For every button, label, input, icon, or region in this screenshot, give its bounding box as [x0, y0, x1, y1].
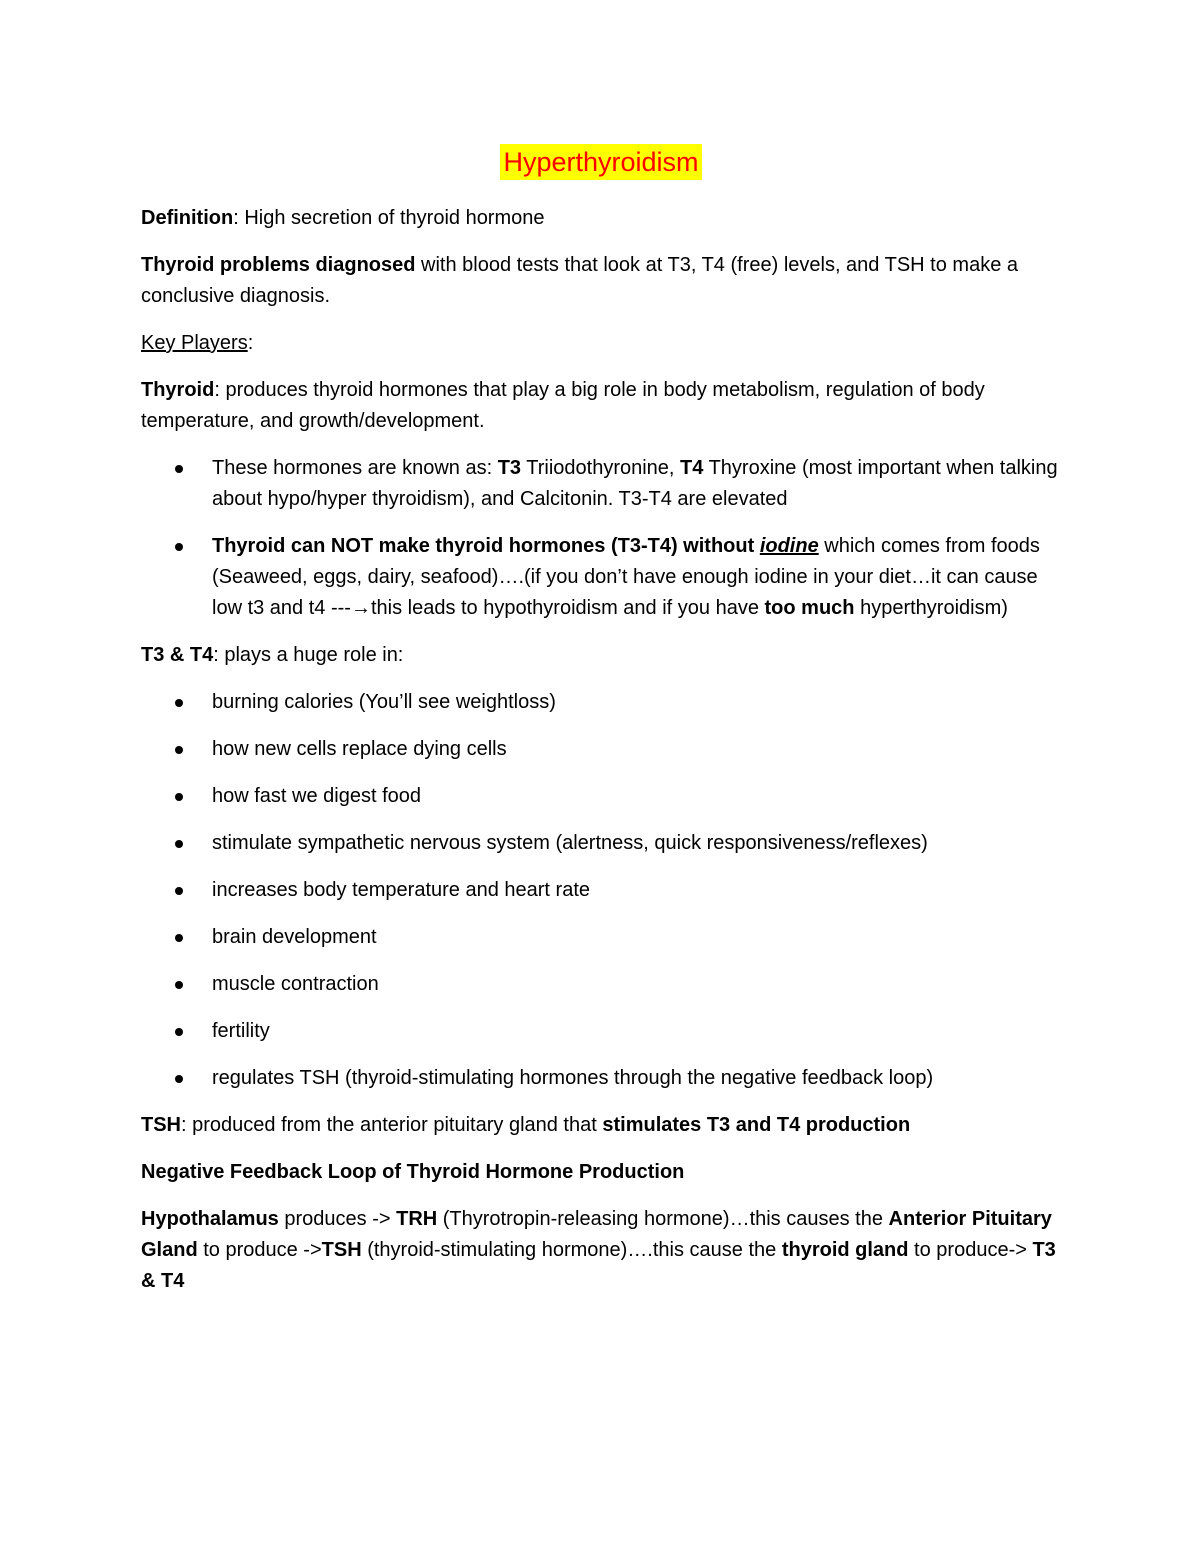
role-text: muscle contraction [212, 973, 379, 995]
list-item [141, 453, 1061, 515]
tsh-bold: stimulates T3 and T4 production [602, 1114, 911, 1136]
bullet-icon [175, 981, 183, 989]
definition-text: High secretion of thyroid hormone [244, 207, 545, 229]
bullet-icon [175, 699, 183, 707]
list-item [141, 734, 1061, 765]
iodine-emphasis: iodine [759, 535, 819, 557]
t3t4-bold: T3 & T4 [141, 1239, 1056, 1292]
bullet-icon [175, 887, 183, 895]
bullet-text: Thyroxine (most important when talking about hypo/hyper thyroidism), and Calcitonin. T3-T4 are elevated [212, 457, 1058, 510]
page-title: Hyperthyroidism [500, 144, 701, 180]
feedback-text: produces -> [278, 1208, 397, 1230]
list-item [141, 875, 1061, 906]
bullet-icon [175, 746, 183, 754]
list-item [141, 828, 1061, 859]
definition-label: Definition [141, 207, 234, 229]
bullet-text: this leads to hypothyroidism and if you have [370, 597, 765, 619]
anterior-pituitary-bold: Anterior Pituitary Gland [141, 1208, 1052, 1261]
thyroid-gland-bold: thyroid gland [781, 1239, 909, 1261]
t4-bold: T4 [680, 457, 704, 479]
list-item [141, 531, 1061, 624]
key-players-label: Key Players [141, 332, 248, 354]
bullet-icon [175, 840, 183, 848]
diagnosis-paragraph [141, 250, 1061, 312]
feedback-text: to produce-> [908, 1239, 1033, 1261]
list-item [141, 1016, 1061, 1047]
role-text: burning calories (You’ll see weightloss) [212, 691, 556, 713]
title-row [141, 144, 1061, 181]
feedback-text: (thyroid-stimulating hormone)….this cause the [361, 1239, 782, 1261]
tsh-label: TSH [141, 1114, 181, 1136]
bullet-icon [175, 543, 183, 551]
roles-bullet-list [141, 687, 1061, 1094]
list-item [141, 1063, 1061, 1094]
t3t4-paragraph [141, 640, 1061, 671]
role-text: how fast we digest food [212, 785, 422, 807]
feedback-paragraph [141, 1204, 1061, 1297]
role-text: stimulate sympathetic nervous system (alertness, quick responsiveness/reflexes) [212, 832, 928, 854]
bullet-text: hyperthyroidism) [854, 597, 1008, 619]
bullet-text: Triiodothyronine, [521, 457, 681, 479]
role-text: regulates TSH (thyroid-stimulating hormones through the negative feedback loop) [212, 1067, 934, 1089]
list-item [141, 687, 1061, 718]
too-much-bold: too much [764, 597, 855, 619]
bullet-icon [175, 1075, 183, 1083]
t3-bold: T3 [497, 457, 522, 479]
thyroid-paragraph [141, 375, 1061, 437]
definition-paragraph [141, 203, 1061, 234]
t3t4-text: : plays a huge role in: [213, 644, 404, 666]
key-players-heading [141, 328, 1061, 359]
diagnosis-text: with blood tests that look at T3, T4 (free) levels, and TSH to make a conclusive diagnosis. [141, 254, 1019, 307]
bullet-text: which comes from foods (Seaweed, eggs, dairy, seafood)….(if you don’t have enough iodine in your diet…it can cause low t3 and t4 --- [212, 535, 1040, 619]
bullet-icon [175, 934, 183, 942]
tsh-bold: TSH [321, 1239, 362, 1261]
role-text: brain development [212, 926, 377, 948]
bullet-icon [175, 1028, 183, 1036]
definition-sep: : [233, 207, 245, 229]
bullet-bold-text: Thyroid can NOT make thyroid hormones (T3-T4) without [212, 535, 760, 557]
right-arrow-icon: → [350, 597, 371, 619]
document-content [141, 144, 1061, 1313]
tsh-text: : produced from the anterior pituitary gland that [181, 1114, 603, 1136]
list-item [141, 922, 1061, 953]
feedback-text: to produce -> [197, 1239, 322, 1261]
feedback-heading-text: Negative Feedback Loop of Thyroid Hormone Production [141, 1161, 685, 1183]
diagnosis-bold: Thyroid problems diagnosed [141, 254, 416, 276]
t3t4-label: T3 & T4 [141, 644, 214, 666]
trh-bold: TRH [396, 1208, 438, 1230]
key-players-colon: : [247, 332, 254, 354]
bullet-icon [175, 465, 183, 473]
list-item [141, 969, 1061, 1000]
thyroid-text: : produces thyroid hormones that play a big role in body metabolism, regulation of body temperature, and growth/development. [141, 379, 985, 432]
role-text: fertility [212, 1020, 270, 1042]
role-text: increases body temperature and heart rate [212, 879, 590, 901]
list-item [141, 781, 1061, 812]
thyroid-label: Thyroid [141, 379, 215, 401]
role-text: how new cells replace dying cells [212, 738, 507, 760]
tsh-paragraph [141, 1110, 1061, 1141]
thyroid-bullet-list [141, 453, 1061, 624]
bullet-text: These hormones are known as: [212, 457, 498, 479]
hypothalamus-bold: Hypothalamus [141, 1208, 279, 1230]
bullet-icon [175, 793, 183, 801]
feedback-text: (Thyrotropin-releasing hormone)…this causes the [437, 1208, 889, 1230]
feedback-heading [141, 1157, 1061, 1188]
